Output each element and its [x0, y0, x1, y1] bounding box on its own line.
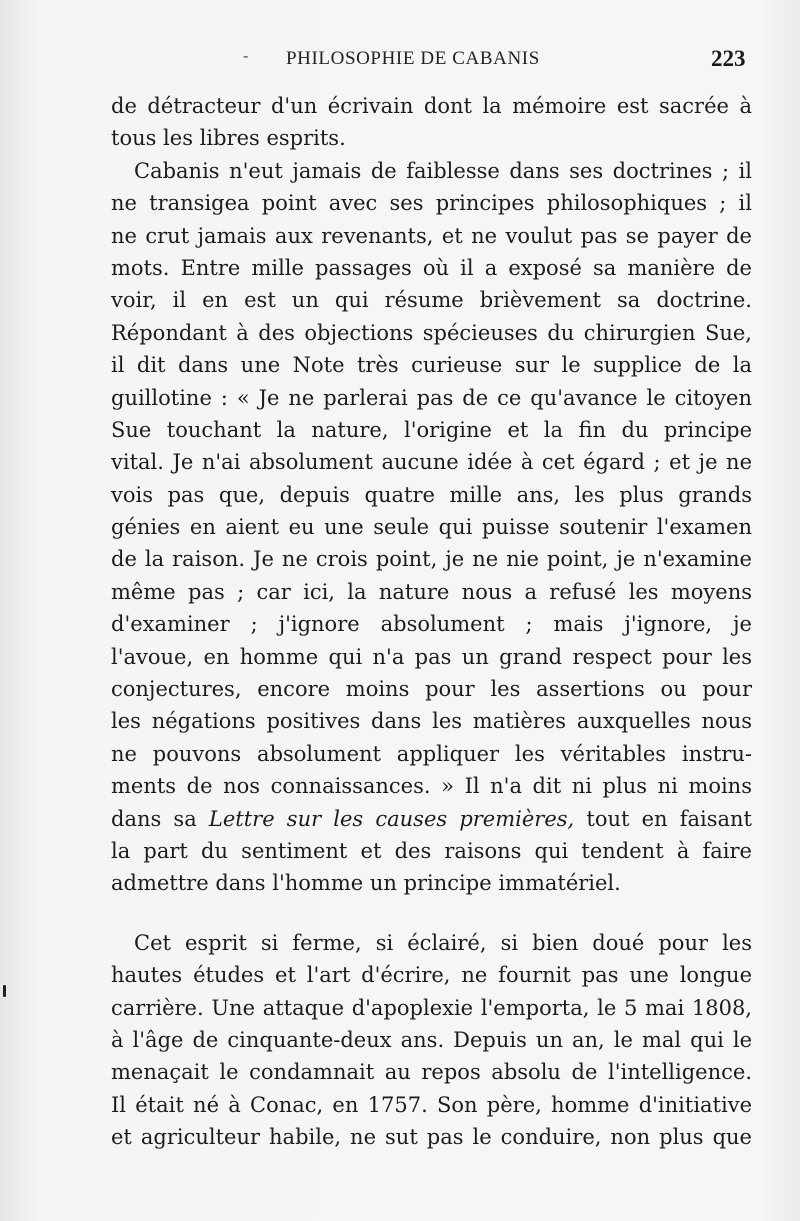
text-fragment: tout en faisant [586, 806, 752, 831]
paragraph-2 [111, 155, 752, 900]
running-title: PHILOSOPHIE DE CABANIS [286, 48, 540, 69]
text-line: les négations positives dans les matières auxquelles nous [111, 709, 752, 734]
text-line: Cet esprit si ferme, si éclairé, si bien doué pour les [134, 930, 752, 955]
text-line: guillotine : « Je ne parlerai pas de ce qu'avance le citoyen [111, 385, 752, 410]
paragraph-gap [111, 900, 752, 927]
text-line: tous les libres esprits. [111, 126, 346, 151]
page-header [0, 44, 800, 74]
text-line: ne pouvons absolument appliquer les véritables instru- [111, 741, 752, 766]
text-line: ne transigea point avec ses principes philosophiques ; il [111, 191, 752, 216]
text-line: Cabanis n'eut jamais de faiblesse dans ses doctrines ; il [134, 158, 752, 183]
text-line: à l'âge de cinquante-deux ans. Depuis un an, le mal qui le [111, 1027, 752, 1052]
text-line: hautes études et l'art d'écrire, ne fournit pas une longue [111, 963, 752, 988]
text-line: la part du sentiment et des raisons qui tendent à faire [111, 838, 752, 863]
text-line-with-title [111, 803, 752, 835]
text-line: même pas ; car ici, la nature nous a refusé les moyens [111, 579, 752, 604]
text-line: ments de nos connaissances. » Il n'a dit ni plus ni moins [111, 774, 752, 799]
text-line: l'avoue, en homme qui n'a pas un grand respect pour les [111, 644, 752, 669]
text-line: de détracteur d'un écrivain dont la mémoire est sacrée à [111, 94, 752, 118]
text-line: mots. Entre mille passages où il a exposé sa manière de [111, 255, 752, 280]
text-line: voir, il en est un qui résume brièvement sa doctrine. [111, 288, 752, 313]
text-line: vital. Je n'ai absolument aucune idée à cet égard ; et je ne [111, 450, 752, 475]
text-fragment: dans sa [111, 806, 197, 831]
text-line: carrière. Une attaque d'apoplexie l'emporta, le 5 mai 1808, [111, 995, 752, 1020]
text-line: il dit dans une Note très curieuse sur le supplice de la [111, 353, 752, 378]
paragraph-1 [111, 90, 752, 155]
text-line: de la raison. Je ne crois point, je ne nie point, je n'examine [111, 547, 752, 572]
text-line: Sue touchant la nature, l'origine et la fin du principe [111, 417, 752, 442]
text-line: conjectures, encore moins pour les assertions ou pour [111, 677, 752, 702]
text-line: d'examiner ; j'ignore absolument ; mais j'ignore, je [111, 612, 752, 637]
paragraph-3 [111, 927, 752, 1154]
body-text [111, 90, 752, 1154]
header-mark: - [243, 46, 249, 65]
text-line: ne crut jamais aux revenants, et ne voulut pas se payer de [111, 223, 752, 248]
text-line: menaçait le condamnait au repos absolu de l'intelligence. [111, 1060, 752, 1085]
page-number: 223 [711, 46, 746, 71]
margin-speck [3, 985, 6, 997]
text-line: génies en aient eu une seule qui puisse soutenir l'examen [111, 515, 752, 540]
text-line: Il était né à Conac, en 1757. Son père, homme d'initiative [111, 1092, 752, 1117]
text-line: admettre dans l'homme un principe immatériel. [111, 871, 621, 896]
text-line: Répondant à des objections spécieuses du chirurgien Sue, [111, 320, 752, 345]
work-title: Lettre sur les causes premières, [208, 806, 575, 831]
text-line: vois pas que, depuis quatre mille ans, les plus grands [111, 482, 752, 507]
text-line: et agriculteur habile, ne sut pas le conduire, non plus que [111, 1125, 752, 1150]
